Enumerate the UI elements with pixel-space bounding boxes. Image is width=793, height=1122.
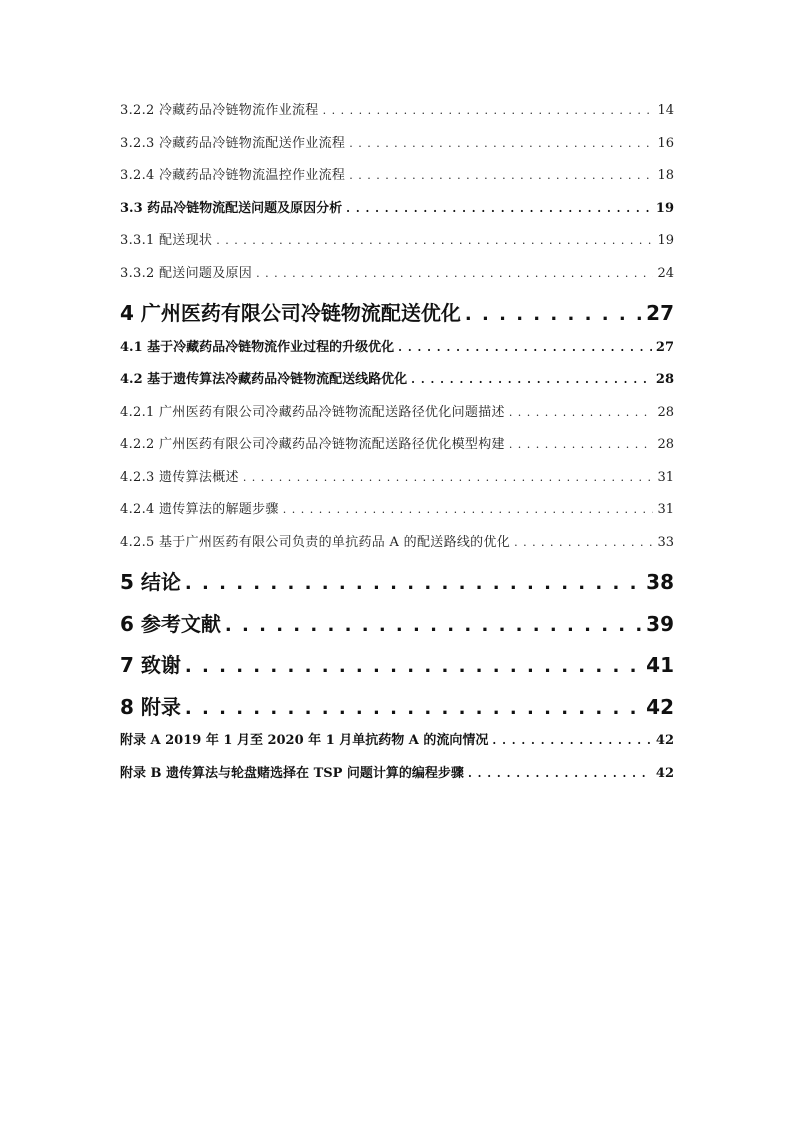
- toc-entry[interactable]: [120, 645, 674, 687]
- toc-entry[interactable]: [120, 163, 674, 196]
- toc-entry-page-number: 42: [646, 694, 674, 719]
- toc-entry-page-number: 39: [646, 611, 674, 636]
- toc-entry-title: 3.2.2 冷藏药品冷链物流作业流程: [120, 103, 319, 118]
- toc-entry[interactable]: [120, 530, 674, 563]
- dot-leader: [349, 163, 653, 189]
- dot-leader: [243, 465, 654, 491]
- toc-entry[interactable]: [120, 400, 674, 433]
- toc-entry-title: 附录 A 2019 年 1 月至 2020 年 1 月单抗药物 A 的流向情况: [120, 733, 489, 748]
- toc-entry[interactable]: [120, 196, 674, 229]
- dot-leader: [509, 400, 654, 426]
- toc-entry[interactable]: [120, 562, 674, 604]
- toc-entry-page-number: 27: [646, 301, 674, 325]
- toc-entry[interactable]: [120, 261, 674, 294]
- toc-entry-title: 4.2.2 广州医药有限公司冷藏药品冷链物流配送路径优化模型构建: [120, 437, 505, 452]
- toc-entry[interactable]: [120, 728, 674, 761]
- dot-leader: [465, 295, 642, 335]
- toc-entry-page-number: 24: [657, 265, 674, 281]
- toc-entry-title: 3.2.3 冷藏药品冷链物流配送作业流程: [120, 135, 346, 151]
- dot-leader: [492, 728, 651, 754]
- toc-entry-title: 3.3.1 配送现状: [120, 233, 213, 248]
- toc-entry-title: 4.2.4 遗传算法的解题步骤: [120, 502, 279, 517]
- toc-entry-title: 3.3 药品冷链物流配送问题及原因分析: [120, 200, 343, 216]
- dot-leader: [225, 606, 642, 646]
- toc-entry-title: 4.2 基于遗传算法冷藏药品冷链物流配送线路优化: [120, 372, 408, 387]
- toc-entry-page-number: 31: [657, 469, 674, 485]
- toc-entry-page-number: 16: [657, 135, 674, 151]
- dot-leader: [346, 196, 652, 222]
- dot-leader: [468, 761, 652, 787]
- dot-leader: [185, 564, 642, 604]
- toc-entry-page-number: 38: [646, 570, 674, 594]
- dot-leader: [185, 689, 642, 729]
- toc-entry-page-number: 41: [646, 653, 674, 677]
- toc-entry-title: 3.3.2 配送问题及原因: [120, 265, 253, 281]
- dot-leader: [398, 335, 652, 361]
- toc-entry[interactable]: [120, 604, 674, 646]
- toc-entry-title: 4.2.1 广州医药有限公司冷藏药品冷链物流配送路径优化问题描述: [120, 404, 505, 420]
- dot-leader: [256, 261, 653, 287]
- toc-entry[interactable]: [120, 98, 674, 131]
- dot-leader: [509, 432, 654, 458]
- toc-entry-page-number: 28: [657, 437, 674, 452]
- toc-entry-title: 7 致谢: [120, 653, 181, 677]
- toc-entry-page-number: 28: [657, 404, 674, 420]
- dot-leader: [411, 367, 652, 393]
- toc-entry-page-number: 19: [655, 200, 674, 216]
- toc-entry[interactable]: [120, 367, 674, 400]
- toc-entry-page-number: 19: [657, 233, 674, 248]
- toc-entry-page-number: 42: [655, 733, 674, 748]
- toc-entry-title: 4 广州医药有限公司冷链物流配送优化: [120, 301, 461, 325]
- toc-entry-title: 4.2.3 遗传算法概述: [120, 469, 239, 485]
- toc-entry-page-number: 33: [657, 534, 674, 550]
- toc-entry-title: 附录 B 遗传算法与轮盘赌选择在 TSP 问题计算的编程步骤: [120, 765, 464, 781]
- toc-entry-title: 6 参考文献: [120, 611, 221, 636]
- dot-leader: [185, 647, 642, 687]
- toc-entry[interactable]: [120, 228, 674, 261]
- dot-leader: [323, 98, 654, 124]
- toc-entry-page-number: 42: [655, 765, 674, 781]
- dot-leader: [349, 131, 653, 157]
- toc-entry[interactable]: [120, 335, 674, 368]
- toc-entry-title: 4.1 基于冷藏药品冷链物流作业过程的升级优化: [120, 339, 395, 355]
- toc-entry-title: 8 附录: [120, 694, 181, 719]
- dot-leader: [216, 228, 653, 254]
- toc-entry-page-number: 28: [655, 372, 674, 387]
- toc-entry-title: 4.2.5 基于广州医药有限公司负责的单抗药品 A 的配送路线的优化: [120, 534, 511, 550]
- table-of-contents: [120, 98, 674, 793]
- toc-entry[interactable]: [120, 687, 674, 729]
- toc-entry-page-number: 27: [655, 339, 674, 355]
- dot-leader: [283, 497, 654, 523]
- toc-entry[interactable]: [120, 497, 674, 530]
- toc-entry[interactable]: [120, 761, 674, 794]
- toc-entry-page-number: 14: [657, 103, 674, 118]
- toc-entry[interactable]: [120, 465, 674, 498]
- toc-entry[interactable]: [120, 293, 674, 335]
- toc-entry-title: 5 结论: [120, 570, 181, 594]
- toc-entry-title: 3.2.4 冷藏药品冷链物流温控作业流程: [120, 168, 346, 183]
- dot-leader: [514, 530, 653, 556]
- toc-entry-page-number: 18: [657, 168, 674, 183]
- toc-entry[interactable]: [120, 131, 674, 164]
- toc-entry[interactable]: [120, 432, 674, 465]
- toc-entry-page-number: 31: [657, 502, 674, 517]
